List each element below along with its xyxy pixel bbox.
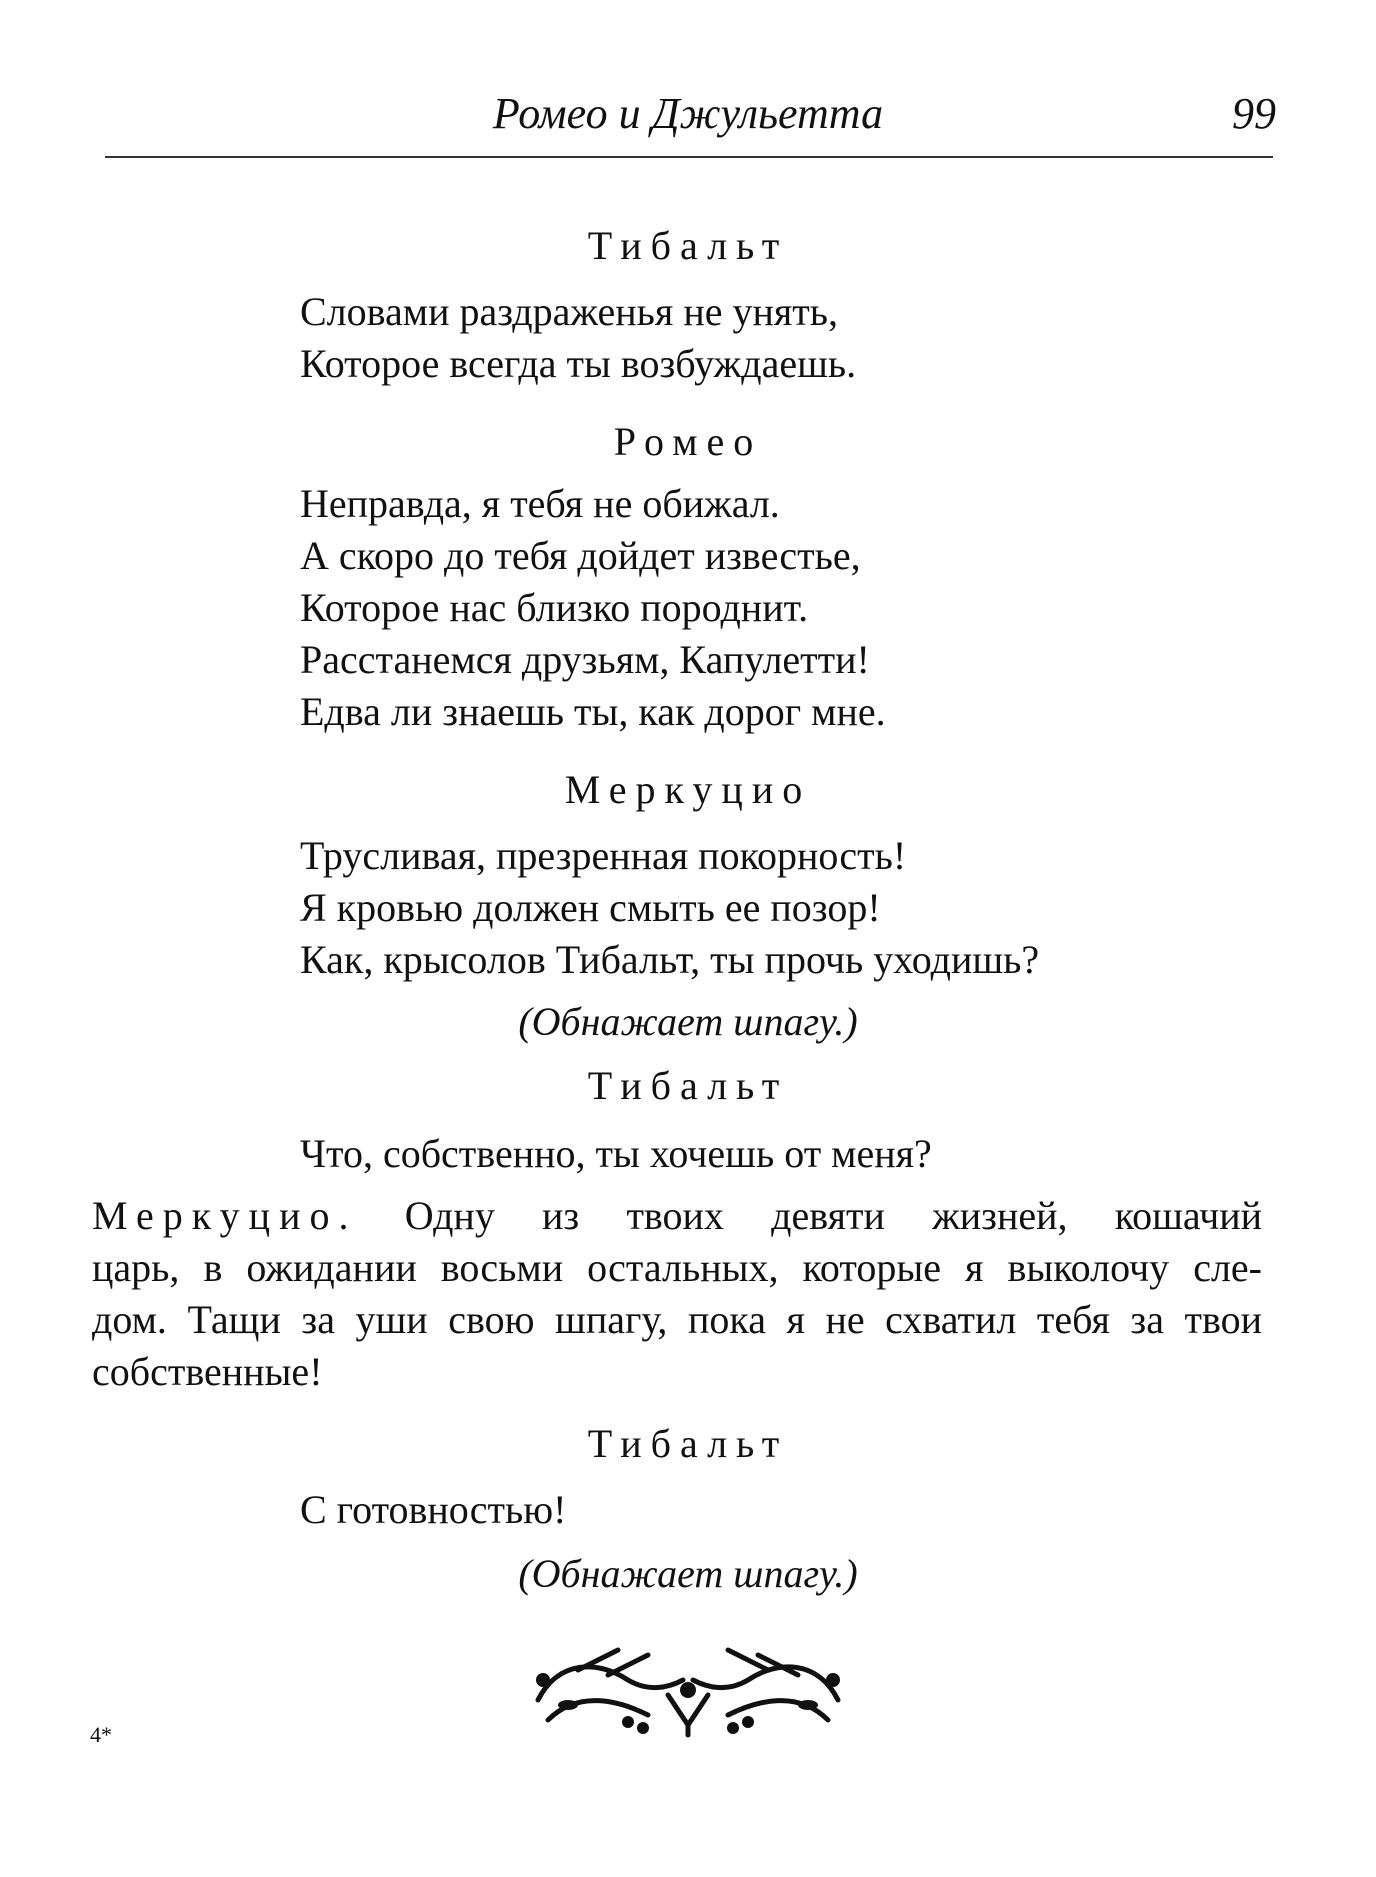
running-title: Ромео и Джульетта	[492, 89, 884, 138]
prose-paragraph	[92, 1190, 1262, 1398]
speaker-name: Тибальт	[587, 1421, 789, 1466]
verse-line: Которое всегда ты возбуждаешь.	[300, 341, 857, 386]
verse-line: С готовностью!	[300, 1487, 567, 1532]
verse-line: Что, собственно, ты хочешь от меня?	[300, 1131, 932, 1176]
stage-direction: (Обнажает шпагу.)	[518, 1551, 858, 1596]
prose-line: дом. Тащи за уши свою шпагу, пока я не схватил тебя за твои	[92, 1297, 1262, 1342]
verse-line: Неправда, я тебя не обижал.	[300, 481, 780, 526]
verse-line: Едва ли знаешь ты, как дорог мне.	[300, 689, 886, 734]
prose-line: собственные!	[92, 1349, 323, 1394]
stage-direction: (Обнажает шпагу.)	[518, 999, 858, 1044]
verse-line: А скоро до тебя дойдет известье,	[300, 533, 861, 578]
verse-line: Я кровью должен смыть ее позор!	[300, 885, 881, 930]
header-rule	[105, 156, 1273, 158]
prose-line	[92, 1190, 1262, 1242]
verse-line: Расстанемся друзьям, Капулетти!	[300, 637, 870, 682]
speaker-name: Меркуцио	[564, 767, 812, 812]
verse-line: Словами раздраженья не унять,	[300, 289, 839, 334]
speaker-name: Тибальт	[587, 1063, 789, 1108]
speaker-name: Тибальт	[587, 223, 789, 268]
floral-ornament-icon	[518, 1640, 858, 1740]
signature-mark: 4*	[90, 1722, 112, 1747]
prose-text: Одну из твоих девяти жизней, кошачий	[404, 1193, 1263, 1238]
prose-line: царь, в ожидании восьми остальных, которые я выколочу сле-	[92, 1245, 1262, 1290]
page-number: 99	[1232, 89, 1276, 138]
prose-speaker: Меркуцио.	[92, 1193, 358, 1238]
verse-line: Которое нас близко породнит.	[300, 585, 809, 630]
speaker-name: Ромео	[613, 419, 763, 464]
verse-line: Как, крысолов Тибальт, ты прочь уходишь?	[300, 937, 1040, 982]
verse-line: Трусливая, презренная покорность!	[300, 833, 907, 878]
